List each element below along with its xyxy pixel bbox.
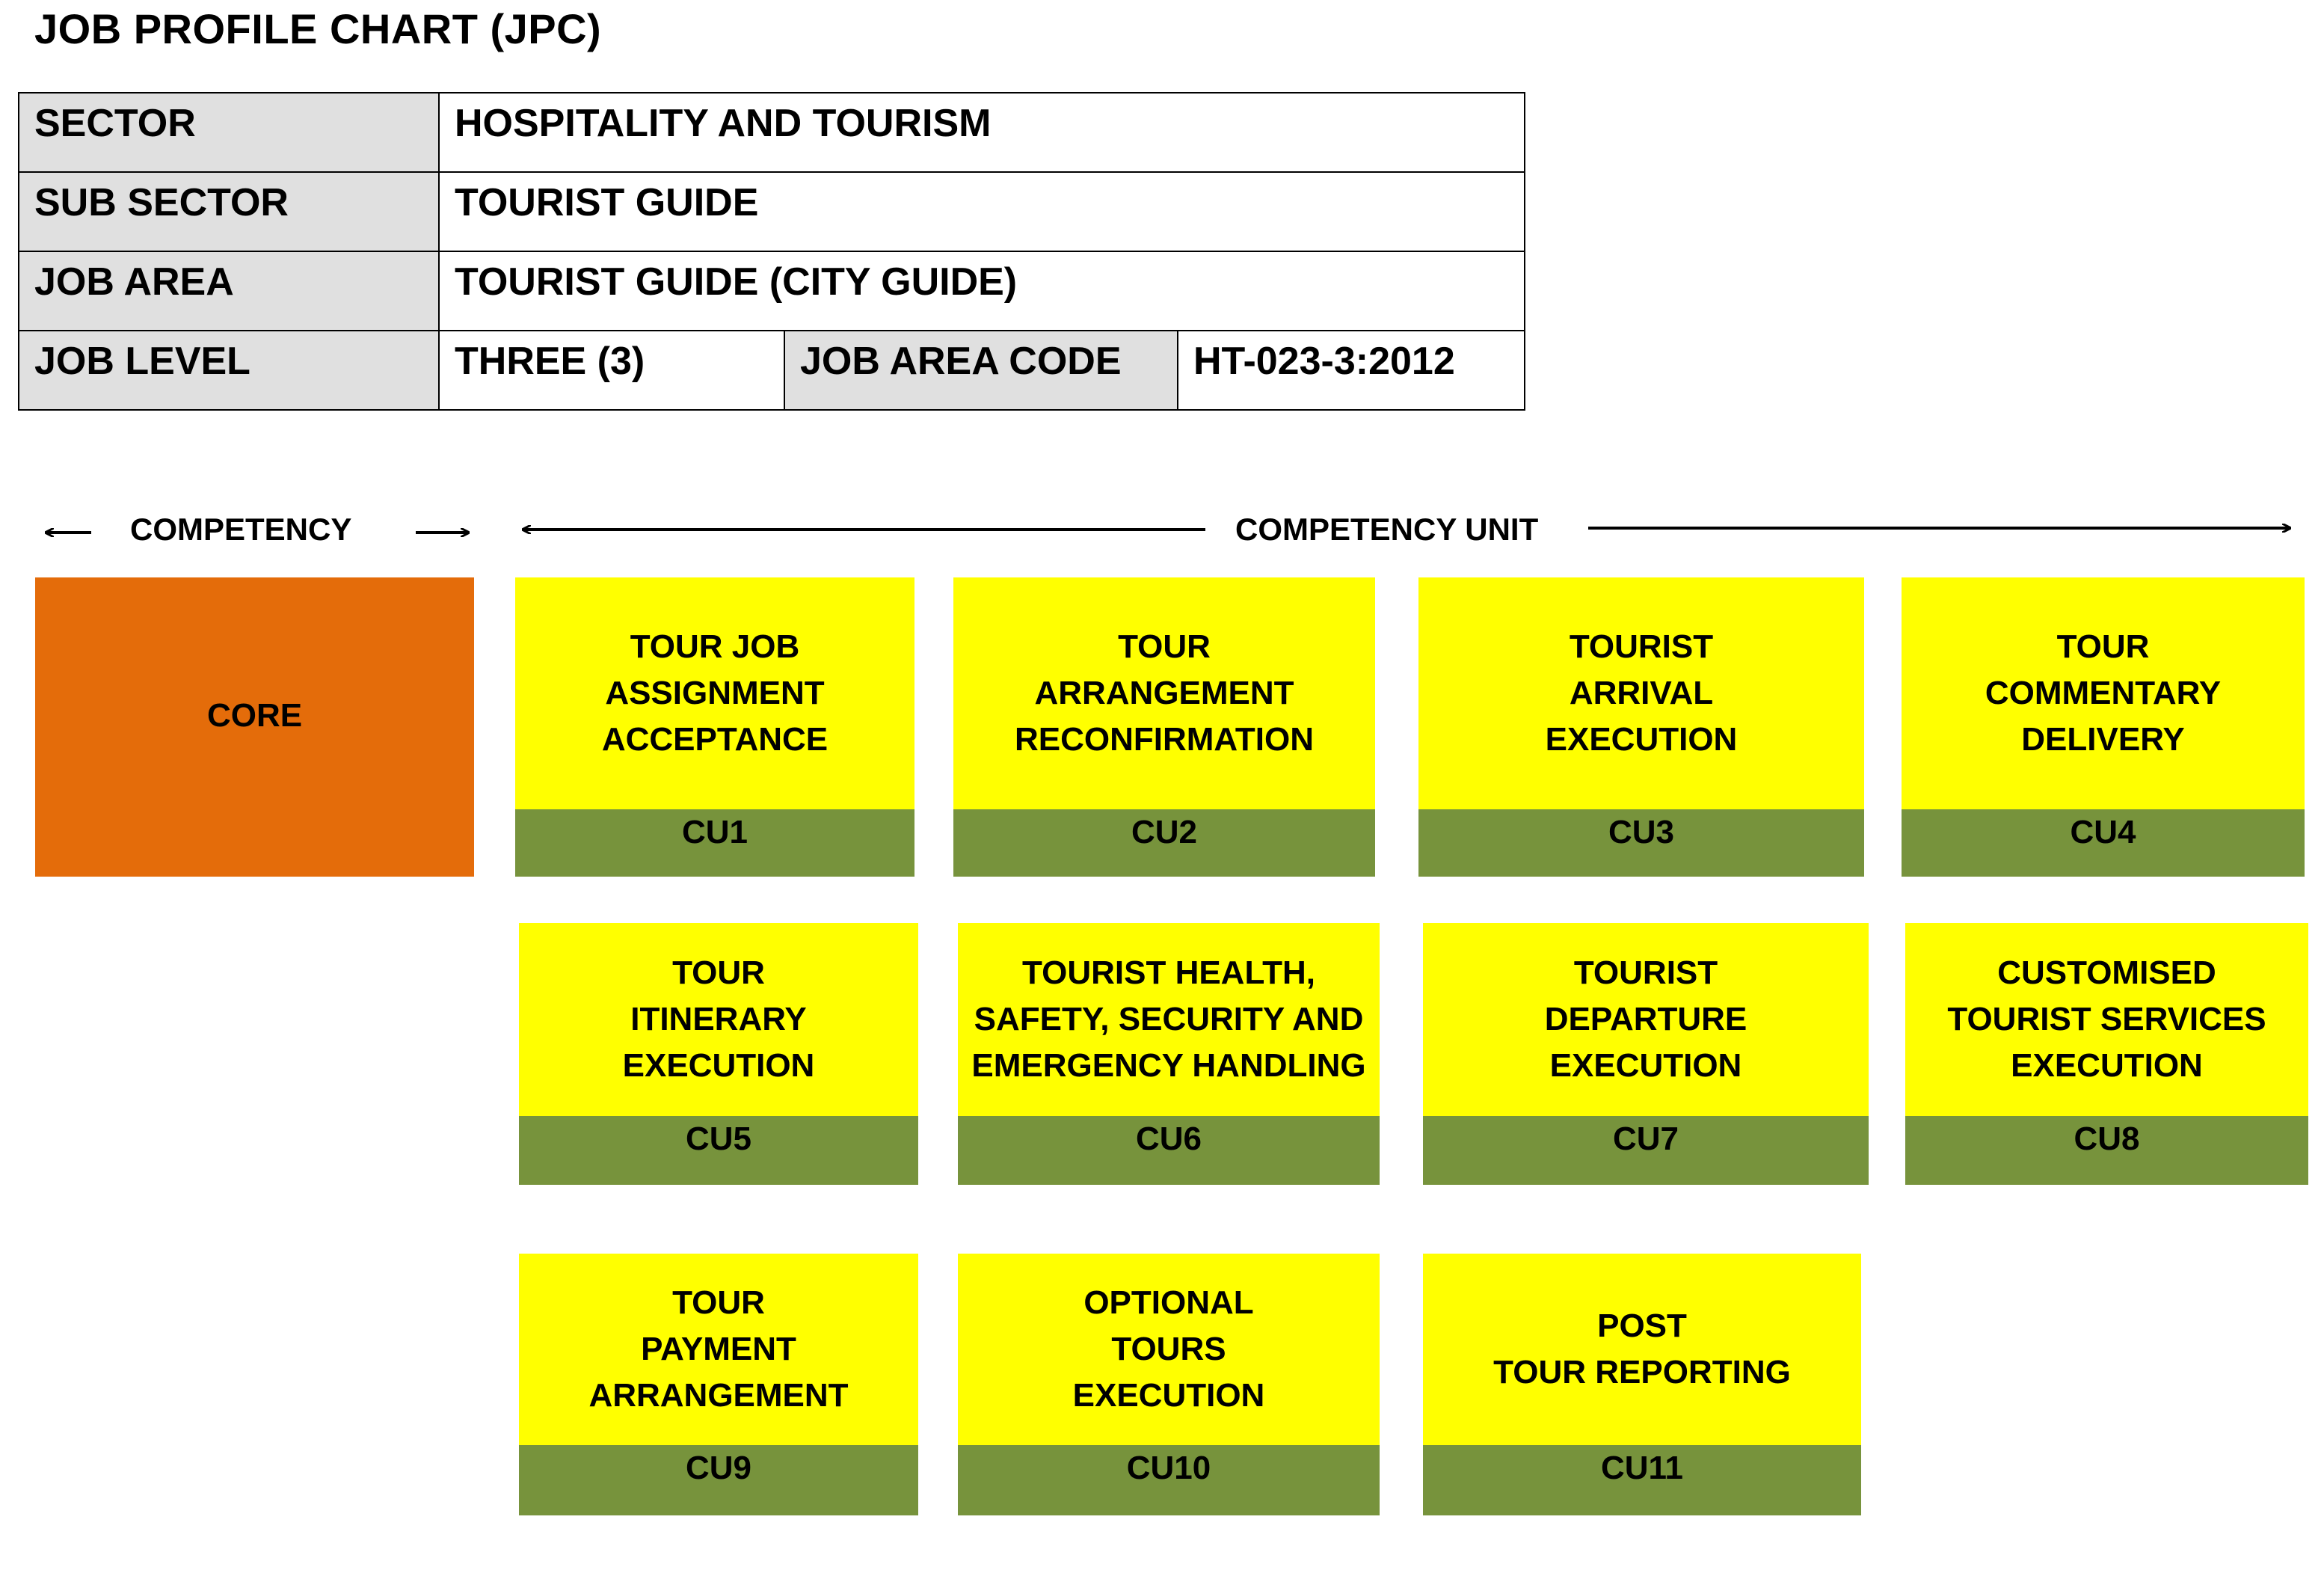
unit-code: CU7 bbox=[1423, 1116, 1869, 1185]
sector-value: HOSPITALITY AND TOURISM bbox=[439, 93, 1525, 172]
sub-sector-label: SUB SECTOR bbox=[19, 172, 439, 251]
unit-name: TOURIST ARRIVAL EXECUTION bbox=[1418, 577, 1864, 809]
unit-name: OPTIONAL TOURS EXECUTION bbox=[958, 1254, 1380, 1445]
unit-name: TOUR ARRANGEMENT RECONFIRMATION bbox=[953, 577, 1375, 809]
unit-name: TOUR COMMENTARY DELIVERY bbox=[1902, 577, 2305, 809]
unit-code: CU3 bbox=[1418, 809, 1864, 877]
unit-card-cu5 bbox=[519, 923, 918, 1185]
job-level-label: JOB LEVEL bbox=[19, 331, 439, 410]
unit-name: CUSTOMISED TOURIST SERVICES EXECUTION bbox=[1905, 923, 2308, 1116]
job-area-code-label: JOB AREA CODE bbox=[784, 331, 1178, 410]
competency-unit-header: COMPETENCY UNIT bbox=[1235, 512, 1539, 547]
core-box bbox=[35, 577, 474, 877]
job-area-label: JOB AREA bbox=[19, 251, 439, 331]
unit-code: CU1 bbox=[515, 809, 914, 877]
unit-name: TOURIST DEPARTURE EXECUTION bbox=[1423, 923, 1869, 1116]
unit-name: TOUR JOB ASSIGNMENT ACCEPTANCE bbox=[515, 577, 914, 809]
unit-name: TOUR ITINERARY EXECUTION bbox=[519, 923, 918, 1116]
sector-label: SECTOR bbox=[19, 93, 439, 172]
unit-card-cu1 bbox=[515, 577, 914, 877]
job-level-value: THREE (3) bbox=[439, 331, 784, 410]
unit-card-cu11 bbox=[1423, 1254, 1861, 1515]
unit-code: CU11 bbox=[1423, 1445, 1861, 1515]
unit-card-cu2 bbox=[953, 577, 1375, 877]
unit-card-cu3 bbox=[1418, 577, 1864, 877]
unit-name: TOUR PAYMENT ARRANGEMENT bbox=[519, 1254, 918, 1445]
unit-code: CU6 bbox=[958, 1116, 1380, 1185]
sub-sector-value: TOURIST GUIDE bbox=[439, 172, 1525, 251]
competency-header: COMPETENCY bbox=[130, 512, 352, 547]
unit-card-cu9 bbox=[519, 1254, 918, 1515]
unit-code: CU5 bbox=[519, 1116, 918, 1185]
unit-code: CU9 bbox=[519, 1445, 918, 1515]
unit-card-cu6 bbox=[958, 923, 1380, 1185]
unit-card-cu8 bbox=[1905, 923, 2308, 1185]
unit-card-cu10 bbox=[958, 1254, 1380, 1515]
header-arrows bbox=[0, 0, 2324, 598]
job-area-value: TOURIST GUIDE (CITY GUIDE) bbox=[439, 251, 1525, 331]
unit-code: CU4 bbox=[1902, 809, 2305, 877]
unit-code: CU8 bbox=[1905, 1116, 2308, 1185]
job-area-code-value: HT-023-3:2012 bbox=[1178, 331, 1525, 410]
unit-card-cu7 bbox=[1423, 923, 1869, 1185]
unit-name: POST TOUR REPORTING bbox=[1423, 1254, 1861, 1445]
unit-card-cu4 bbox=[1902, 577, 2305, 877]
unit-code: CU2 bbox=[953, 809, 1375, 877]
unit-name: TOURIST HEALTH, SAFETY, SECURITY AND EMERGENCY HANDLING bbox=[958, 923, 1380, 1116]
page-title: JOB PROFILE CHART (JPC) bbox=[34, 5, 602, 52]
unit-code: CU10 bbox=[958, 1445, 1380, 1515]
core-label: CORE bbox=[206, 697, 303, 734]
